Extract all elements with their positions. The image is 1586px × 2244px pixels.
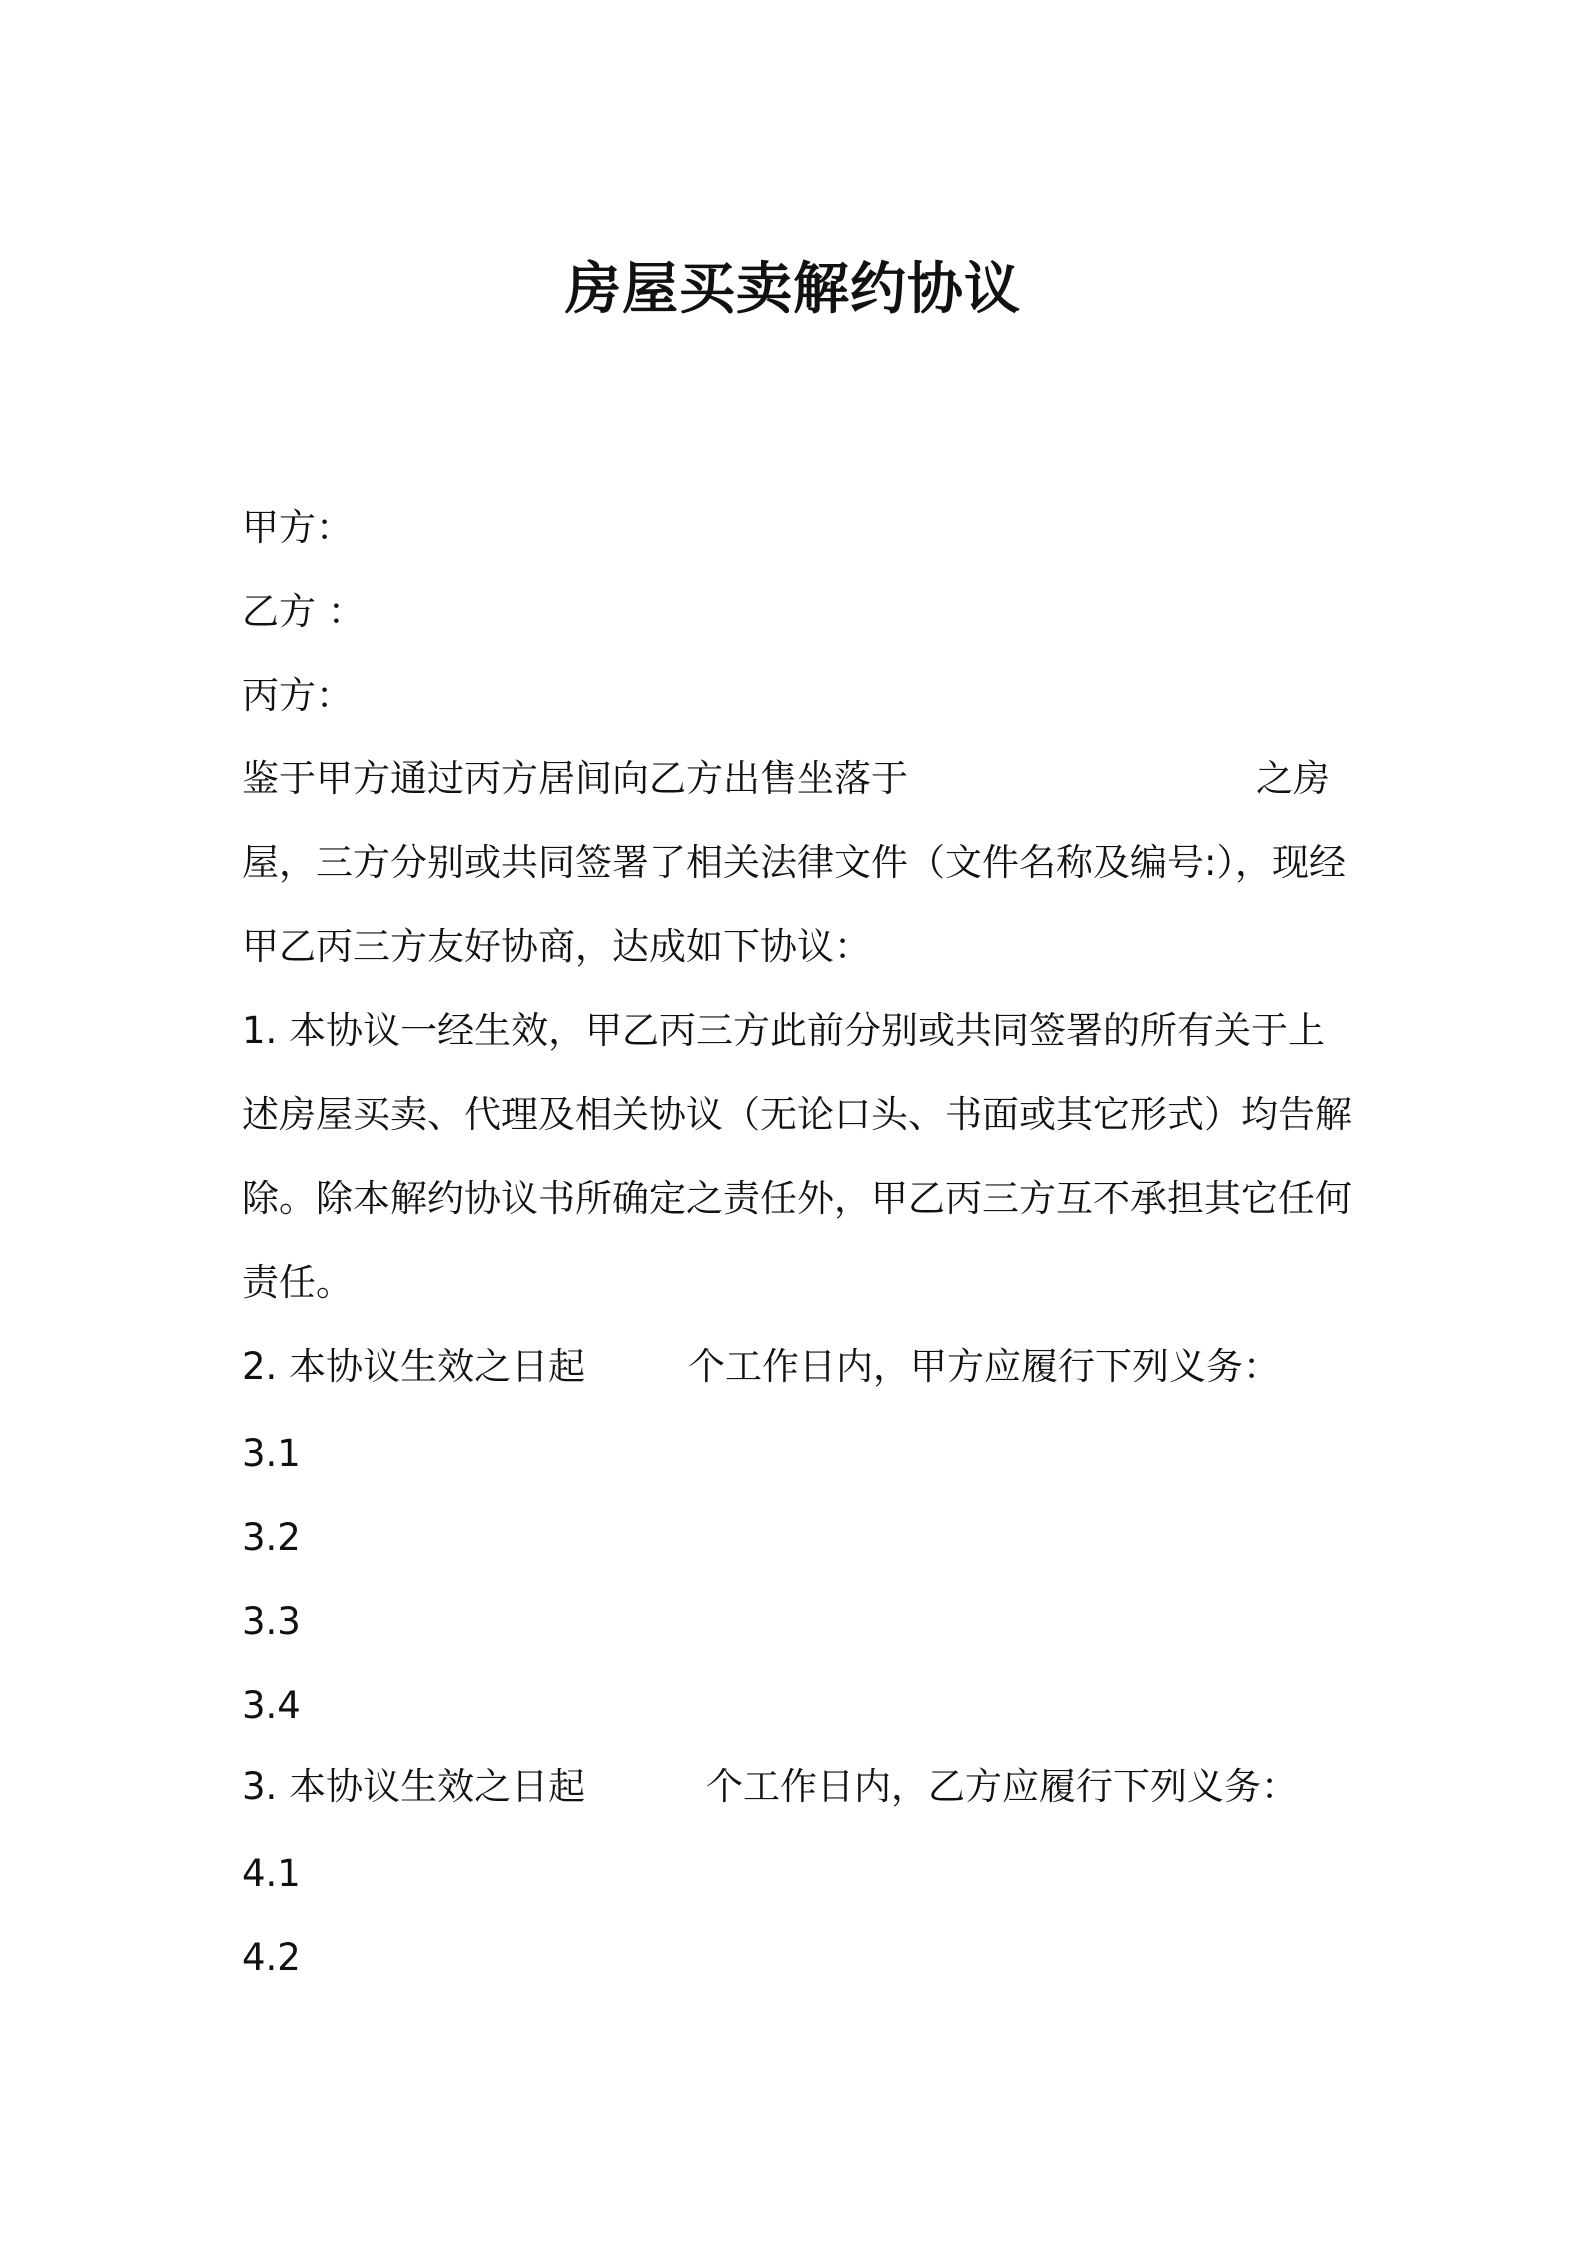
- item-4-2: 4.2: [242, 1936, 301, 1979]
- recital-line-2: 屋，三方分别或共同签署了相关法律文件（文件名称及编号:），现经: [242, 841, 1346, 884]
- document-title: 房屋买卖解约协议: [565, 257, 1021, 322]
- clause-3-right: 个工作日内，乙方应履行下列义务：: [706, 1765, 1298, 1808]
- clause-1-line-4: 责任。: [242, 1261, 353, 1304]
- clause-2-right: 个工作日内，甲方应履行下列义务：: [688, 1345, 1280, 1388]
- clause-3-left: 3. 本协议生效之日起: [242, 1765, 586, 1808]
- item-3-4: 3.4: [242, 1684, 301, 1727]
- clause-2-left: 2. 本协议生效之日起: [242, 1345, 586, 1388]
- party-a-label: 甲方：: [242, 506, 353, 549]
- party-b-label: 乙方 ：: [242, 590, 365, 633]
- item-4-1: 4.1: [242, 1852, 301, 1895]
- clause-1-line-1: 1. 本协议一经生效，甲乙丙三方此前分别或共同签署的所有关于上: [242, 1009, 1326, 1052]
- item-3-1: 3.1: [242, 1432, 301, 1475]
- item-3-2: 3.2: [242, 1516, 301, 1559]
- recital-line-1-right: 之房: [1256, 757, 1330, 800]
- item-3-3: 3.3: [242, 1600, 301, 1643]
- recital-line-3: 甲乙丙三方友好协商，达成如下协议：: [242, 925, 871, 968]
- clause-1-line-3: 除。除本解约协议书所确定之责任外，甲乙丙三方互不承担其它任何: [242, 1177, 1352, 1220]
- clause-1-line-2: 述房屋买卖、代理及相关协议（无论口头、书面或其它形式）均告解: [242, 1093, 1352, 1136]
- recital-line-1-left: 鉴于甲方通过丙方居间向乙方出售坐落于: [242, 757, 908, 800]
- party-c-label: 丙方：: [242, 674, 353, 717]
